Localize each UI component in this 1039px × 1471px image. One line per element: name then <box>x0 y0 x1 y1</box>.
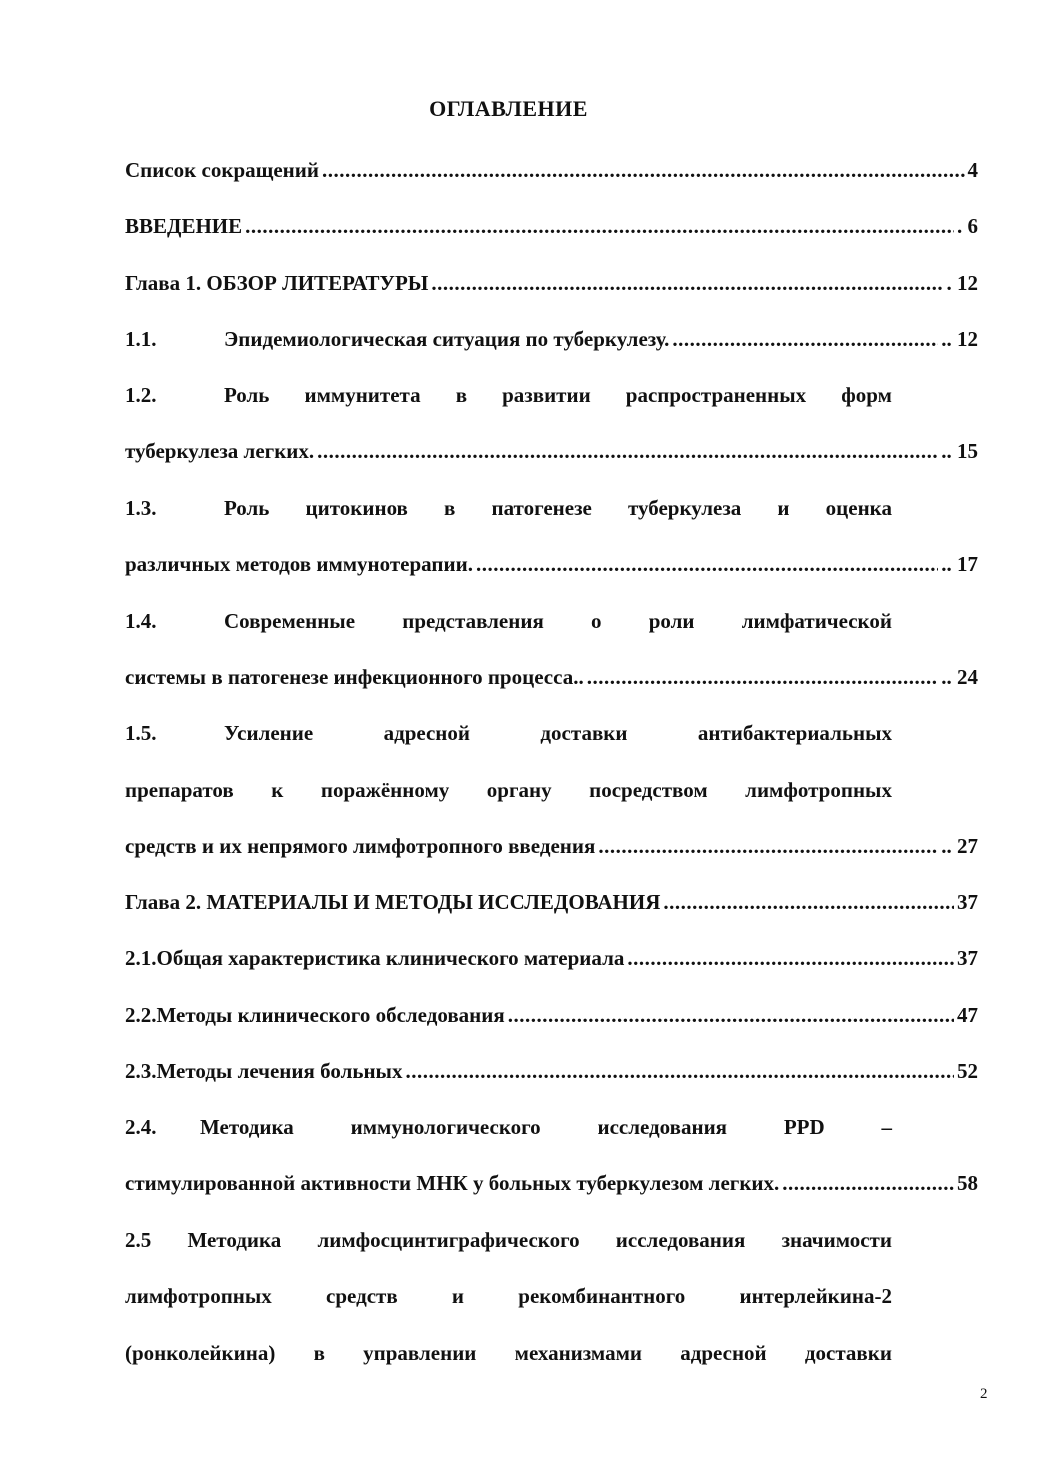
word: Усиление <box>224 721 314 745</box>
toc-entry-1-1[interactable] <box>125 322 978 356</box>
toc-entry-title: Глава 2. МАТЕРИАЛЫ И МЕТОДЫ ИССЛЕДОВАНИЯ <box>125 890 661 914</box>
word: форм <box>841 383 892 407</box>
word: управлении <box>363 1341 477 1365</box>
word: органу <box>486 778 552 802</box>
toc-leader-dots <box>598 829 938 863</box>
toc-entry-number: 2.4. <box>125 1115 157 1139</box>
word: Методика <box>187 1228 282 1252</box>
word: – <box>881 1115 892 1139</box>
toc-entry-title-line <box>200 1110 892 1144</box>
toc-entry-1-3-line-1[interactable] <box>125 491 978 525</box>
toc-entry-title: Список сокращений <box>125 158 319 182</box>
word: патогенезе <box>491 496 592 520</box>
word: представления <box>402 609 544 633</box>
word: иммунитета <box>304 383 421 407</box>
toc-entry-2-5-line-2[interactable] <box>125 1279 892 1313</box>
toc-entry-2-3[interactable] <box>125 1054 978 1088</box>
toc-entry-title: Глава 1. ОБЗОР ЛИТЕРАТУРЫ <box>125 271 429 295</box>
toc-entry-title: туберкулеза легких. <box>125 439 315 463</box>
toc-entry-2-1[interactable] <box>125 941 978 975</box>
toc-entry-title: 2.1.Общая характеристика клинического материала <box>125 946 625 970</box>
toc-entry-number: 1.5. <box>125 721 157 745</box>
word: развитии <box>502 383 591 407</box>
toc-entry-chapter-2[interactable] <box>125 885 978 919</box>
word: лимфотропных <box>745 778 892 802</box>
word: цитокинов <box>305 496 408 520</box>
word: лимфосцинтиграфического <box>317 1228 580 1252</box>
toc-entry-2-2[interactable] <box>125 998 978 1032</box>
toc-entry-title: стимулированной активности МНК у больных туберкулезом легких. <box>125 1171 780 1195</box>
toc-entry-page: .. 15 <box>941 439 978 463</box>
toc-entry-2-5-line-3[interactable] <box>125 1336 892 1370</box>
toc-entry-abbreviations[interactable] <box>125 153 978 187</box>
word: в <box>313 1341 325 1365</box>
word: Современные <box>224 609 356 633</box>
toc-entry-title-line <box>224 604 892 638</box>
word: о <box>591 609 602 633</box>
toc-entry-introduction[interactable] <box>125 209 978 243</box>
toc-entry-page: 37 <box>957 890 978 914</box>
toc-leader-dots <box>322 153 965 187</box>
toc-entry-2-4-line-1[interactable] <box>125 1110 978 1144</box>
word: роли <box>648 609 695 633</box>
word: Методика <box>200 1115 294 1139</box>
word: иммунологического <box>350 1115 541 1139</box>
toc-entry-page: .. 17 <box>941 552 978 576</box>
word: Роль <box>224 383 270 407</box>
toc-entry-page: .. 12 <box>941 327 978 351</box>
toc-entry-page: . 12 <box>946 271 978 295</box>
word: средств <box>326 1284 398 1308</box>
word: лимфотропных <box>125 1284 272 1308</box>
toc-entry-title-line <box>224 491 892 525</box>
word: распространенных <box>625 383 807 407</box>
toc-entry-title: ВВЕДЕНИЕ <box>125 214 243 238</box>
toc-entry-1-5-line-1[interactable] <box>125 716 978 750</box>
word: (ронколейкина) <box>125 1341 276 1365</box>
toc-leader-dots <box>782 1166 954 1200</box>
word: антибактериальных <box>697 721 892 745</box>
toc-entry-heading <box>125 322 669 356</box>
toc-leader-dots <box>476 547 938 581</box>
word: доставки <box>540 721 628 745</box>
toc-entry-page: 4 <box>967 158 978 182</box>
toc-entry-1-4-line-1[interactable] <box>125 604 978 638</box>
toc-leader-dots <box>663 885 954 919</box>
toc-entry-page: 47 <box>957 1003 978 1027</box>
toc-entry-number: 1.2. <box>125 383 157 407</box>
word: исследования <box>597 1115 728 1139</box>
word: доставки <box>804 1341 892 1365</box>
toc-entry-title: 2.2.Методы клинического обследования <box>125 1003 505 1027</box>
toc-entry-1-5-line-2[interactable] <box>125 773 892 807</box>
word: и <box>451 1284 465 1308</box>
word: механизмами <box>514 1341 642 1365</box>
toc-leader-dots <box>627 941 954 975</box>
toc-entry-chapter-1[interactable] <box>125 266 978 300</box>
toc-leader-dots <box>672 322 938 356</box>
word: лимфатической <box>741 609 892 633</box>
word: адресной <box>383 721 471 745</box>
toc-entry-2-5-line-1[interactable] <box>125 1223 892 1257</box>
toc-entry-2-4-line-2[interactable] <box>125 1166 978 1200</box>
toc-entry-page: 52 <box>957 1059 978 1083</box>
word: исследования <box>615 1228 746 1252</box>
toc-entry-title: Эпидемиологическая ситуация по туберкулезу. <box>224 327 670 351</box>
word: к <box>271 778 284 802</box>
toc-entry-number: 1.4. <box>125 609 157 633</box>
toc-entry-page: 37 <box>957 946 978 970</box>
toc-entry-1-3-line-2[interactable] <box>125 547 978 581</box>
toc-entry-title-line <box>224 716 892 750</box>
word: оценка <box>825 496 892 520</box>
toc-entry-number: 1.3. <box>125 496 157 520</box>
toc-leader-dots <box>245 209 954 243</box>
toc-entry-title-line <box>224 378 892 412</box>
word: посредством <box>589 778 708 802</box>
word: препаратов <box>125 778 234 802</box>
word: интерлейкина-2 <box>739 1284 892 1308</box>
word: PPD <box>783 1115 825 1139</box>
toc-leader-dots <box>508 998 954 1032</box>
toc-leader-dots <box>431 266 943 300</box>
toc-entry-1-2-line-1[interactable] <box>125 378 978 412</box>
toc-entry-title: различных методов иммунотерапии. <box>125 552 473 576</box>
toc-entry-1-2-line-2[interactable] <box>125 434 978 468</box>
toc-entry-1-5-line-3[interactable] <box>125 829 978 863</box>
toc-entry-page: . 6 <box>957 214 978 238</box>
toc-leader-dots <box>317 434 938 468</box>
word: поражённому <box>320 778 450 802</box>
page-number: 2 <box>980 1386 988 1402</box>
word: Роль <box>224 496 270 520</box>
toc-leader-dots <box>405 1054 954 1088</box>
toc-entry-title: средств и их непрямого лимфотропного введения <box>125 834 596 858</box>
toc-entry-title: системы в патогенезе инфекционного процесса.. <box>125 665 584 689</box>
toc-entry-number: 2.5 <box>125 1228 152 1252</box>
page-title: ОГЛАВЛЕНИЕ <box>429 96 588 121</box>
toc-entry-number: 1.1. <box>125 327 157 351</box>
word: и <box>777 496 790 520</box>
word: адресной <box>680 1341 767 1365</box>
toc-entry-page: .. 24 <box>941 665 978 689</box>
word: туберкулеза <box>627 496 742 520</box>
toc-entry-title: 2.3.Методы лечения больных <box>125 1059 403 1083</box>
word: в <box>444 496 456 520</box>
toc-leader-dots <box>587 660 939 694</box>
toc-entry-page: .. 27 <box>941 834 978 858</box>
word: значимости <box>781 1228 892 1252</box>
toc-entry-1-4-line-2[interactable] <box>125 660 978 694</box>
word: рекомбинантного <box>518 1284 686 1308</box>
toc-entry-page: 58 <box>957 1171 978 1195</box>
word: в <box>455 383 468 407</box>
